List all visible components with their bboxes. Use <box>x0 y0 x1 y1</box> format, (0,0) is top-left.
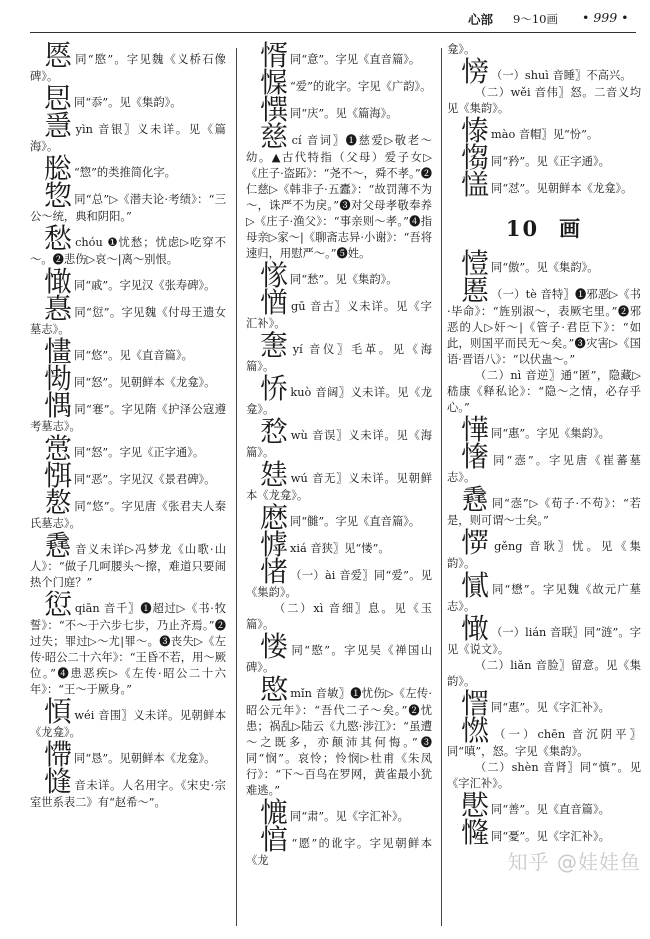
dictionary-entry <box>447 526 641 572</box>
definition-text: 同“寋”。字见隋《护泽公寇遵考墓志》。 <box>30 403 226 433</box>
headword: 㥧 <box>44 695 73 728</box>
headword: 㦌 <box>44 529 74 562</box>
definition-text: 同“恶”。字见汉《景君碑》。 <box>74 473 216 486</box>
definition-text: （一）shuì 音睡〗不高兴。 <box>491 69 632 82</box>
dictionary-entry <box>30 82 226 115</box>
headword: 㤙 <box>44 82 73 115</box>
headword: 㥩 <box>260 555 289 588</box>
dictionary-entry <box>30 695 226 741</box>
dictionary-entry <box>447 483 641 529</box>
definition-text: 同“矜”。见《正字通》。 <box>491 155 610 168</box>
headword: 㦑 <box>461 612 490 645</box>
headword: 㦔 <box>461 789 490 822</box>
headword: 㥫 <box>260 823 290 856</box>
headword: 㦍 <box>461 526 493 559</box>
headword: 㥠 <box>260 39 289 72</box>
sub-definition: （二）nì 音逆〗通“匿”，隐藏▷嵇康《释私论》：“隐～之情，必存乎心。” <box>447 369 641 414</box>
definition-text: gū 音古〗义未详。见《字汇补》。 <box>246 300 432 330</box>
section-number: 10 <box>505 216 540 241</box>
definition-text: wú 音无〗义未详。见朝鲜本《龙龛》。 <box>246 472 432 502</box>
sub-definition: （二）shèn 音肾〗同“慎”。见《字汇补》。 <box>447 761 641 790</box>
headword: 㦂 <box>44 432 73 465</box>
headword: 㥞 <box>260 259 289 292</box>
headword: 㥬 <box>461 55 490 88</box>
definition-text: wéi 音围〗义未详。见朝鲜本《龙龛》。 <box>30 709 226 739</box>
dictionary-entry <box>30 39 226 85</box>
dictionary-entry <box>246 528 432 561</box>
dictionary-entry <box>30 389 226 435</box>
headword: 㤼 <box>44 362 73 395</box>
headword: 㥣 <box>260 329 291 362</box>
definition-text: 同“悠”。字见唐《张君夫人秦氏墓志》。 <box>30 500 226 530</box>
dictionary-entry <box>246 286 432 332</box>
headword: 㦕 <box>461 816 490 849</box>
headword: 㦀 <box>44 765 73 798</box>
definition-text: 同“怼”。见朝鲜本《龙龛》。 <box>491 182 633 195</box>
definition-text: wù 音误〗义未详。见《海篇》。 <box>246 429 432 459</box>
headword: 㦉 <box>461 247 490 280</box>
column-3 <box>447 42 641 874</box>
headword: 㥯 <box>44 109 74 142</box>
definition-text: “愿”的讹字。字见朝鲜本《龙 <box>246 837 432 867</box>
dictionary-entry <box>30 459 226 492</box>
headword: 愍 <box>260 673 289 706</box>
dictionary-entry <box>246 501 432 534</box>
headword: 㦎 <box>44 335 73 368</box>
dictionary-entry <box>246 39 432 72</box>
dictionary-entry <box>246 823 432 869</box>
definition-text: qiān 音千〗❶超过▷《书·牧誓》：“不～于六步七步，乃止齐焉。”❷过失；罪过▷～尤|罪～。❸丧失▷《左传·昭公二十六年》：“王昏不若，用～厥位。”❹患恶疾▷《左传·昭公二十六年》：“王～于厥身。” <box>30 602 226 696</box>
definition-text: mǐn 音敏〗❶忧伤▷《左传·昭公元年》：“吾代二子～矣。”❷忧患；祸乱▷陆云《九愍·涉江》：“虽遭～之既多，亦颠沛其何悔。”❸同“悯”。哀怜；怜悯▷杜甫《朱凤行》：“下～百鸟在罗网，黄雀最小犹难逃。” <box>246 687 432 797</box>
dictionary-entry <box>246 555 432 601</box>
definition-text: 同“愍”。字见魏《义桥石像碑》。 <box>30 53 226 83</box>
headword: 㦌 <box>461 483 490 516</box>
dictionary-entry <box>246 630 432 676</box>
sub-definition: （二）wěi 音伟〗怒。二音义均见《集韵》。 <box>447 86 641 115</box>
definition-text: 同“愆”。字见魏《付母王遗女墓志》。 <box>30 306 226 336</box>
definition-text: 同“悫”▷《荀子·不苟》：“若是，则可谓～士矣。” <box>447 497 641 527</box>
column-divider <box>236 48 237 926</box>
headword: 㤭 <box>260 372 289 405</box>
definition-text: 龛》。 <box>447 43 476 56</box>
definition-text: yìn 音银〗义未详。见《篇海》。 <box>30 123 226 153</box>
definition-text: kuò 音阔〗义未详。见《龙龛》。 <box>246 386 432 416</box>
definition-text: xiá 音狭〗见“㥪”。 <box>290 542 390 555</box>
dictionary-entry <box>246 415 432 461</box>
headword: 㥢 <box>260 286 289 319</box>
dictionary-entry <box>246 120 432 262</box>
dictionary-entry <box>447 141 641 174</box>
definition-text: （一）tè 音特〗❶邪恶▷《书·毕命》：“旌别淑～，表厥宅里。”❷邪恶的人▷奸～|《管子·君臣下》：“如此，则国平而民无～矣。”❸灾害▷《国语·晋语八》：“以伏蛊～。” <box>447 288 641 366</box>
page-number: • 999 • <box>582 10 629 25</box>
definition-text: 同“悫”。字见唐《崔蕃墓志》。 <box>447 454 641 484</box>
definition-text: （一）ài 音爱〗同“爱”。见《集韵》。 <box>246 569 432 599</box>
definition-text: cí 音词〗❶慈爱▷敬老～幼。▲古代特指（父母）爱子女▷《庄子·盗跖》：“尧不～，舜不孝。”❷仁慈▷《韩非子·五蠹》：“故罚薄不为～，诛严不为戾。”❸对父母孝敬奉养▷《庄子·渔父》：“事亲则～孝。”❹指母亲▷家～|《聊斋志异·小谢》：“吾将速归，用慰严～。”❺姓。 <box>246 134 432 260</box>
definition-text: 同“忝”。见《集韵》。 <box>74 96 182 109</box>
definition-text: 同“悠”。见《直音篇》。 <box>74 349 193 362</box>
dictionary-entry <box>246 796 432 829</box>
dictionary-entry <box>30 362 226 395</box>
dictionary-entry <box>30 486 226 532</box>
definition-text: 同“懋”。字见魏《故元广墓志》。 <box>447 583 641 613</box>
headword: 㦐 <box>461 569 491 602</box>
dictionary-entry <box>30 738 226 771</box>
definition-text: 同“怒”。字见《正字通》。 <box>74 446 205 459</box>
definition-text: mào 音帽〗见“㤋”。 <box>491 128 599 141</box>
watermark: 知乎 @娃娃鱼 <box>507 850 641 874</box>
headword: 㥡 <box>260 66 289 99</box>
definition-text: “惣”的类推简化字。 <box>74 166 176 179</box>
headword: 慝 <box>461 274 490 307</box>
definition-text: chóu ❶忧愁；忧虑▷吃穿不～。❷悲伤▷哀～|离～别恨。 <box>30 236 226 266</box>
dictionary-entry <box>246 329 432 375</box>
dictionary-entry <box>30 588 226 698</box>
headword: 惣 <box>44 179 73 212</box>
definition-text: 同“愍”。字见吴《禅国山碑》。 <box>246 644 432 674</box>
dictionary-entry <box>30 765 226 811</box>
dictionary-entry <box>30 265 226 298</box>
dictionary-entry <box>246 259 432 292</box>
definition-text: 同“怒”。见朝鲜本《龙龛》。 <box>74 376 216 389</box>
headword: 㦑 <box>44 265 73 298</box>
headword: 㦏 <box>260 93 289 126</box>
dictionary-entry <box>30 179 226 225</box>
definition-text: 同“雠”。字见《直音篇》。 <box>290 515 421 528</box>
sub-definition: （二）liǎn 音脸〗留意。见《集韵》。 <box>447 659 641 688</box>
column-2 <box>246 39 432 869</box>
dictionary-entry <box>246 673 432 799</box>
column-1 <box>30 39 226 811</box>
headword: 㥿 <box>44 486 73 519</box>
headword: 㦓 <box>461 714 493 747</box>
dictionary-entry <box>447 569 641 615</box>
definition-text: gěng 音耿〗忧。见《集韵》。 <box>447 540 641 570</box>
headword: 㥪 <box>260 630 290 663</box>
dictionary-entry <box>246 93 432 126</box>
headword: 㦊 <box>461 413 490 446</box>
definition-text: 同“肃”。见《字汇补》。 <box>290 810 409 823</box>
page-header <box>30 6 636 33</box>
definition-text: 同“总”▷《潜夫论·考绩》：“三公～统，典和阴阳。” <box>30 193 226 223</box>
dictionary-entry <box>30 335 226 368</box>
dictionary-entry <box>246 66 432 99</box>
section-label: 画 <box>559 216 583 241</box>
headword: 㦋 <box>461 440 492 473</box>
dictionary-entry <box>447 168 641 201</box>
headword: 㥥 <box>44 389 73 422</box>
dictionary-entry <box>447 274 641 368</box>
definition-text: “爱”的讹字。字见《广韵》。 <box>290 80 432 93</box>
dictionary-entry <box>30 529 226 591</box>
column-divider <box>441 48 442 926</box>
dictionary-entry <box>447 816 641 849</box>
stroke-section-heading <box>447 216 641 242</box>
headword: 㥲 <box>44 292 73 325</box>
radical-section: 心部 <box>468 12 494 27</box>
definition-text: 音义未详▷冯梦龙《山歌·山人》：“做子几呵腰头～擦，难道只要闹热个门庭？” <box>30 543 226 589</box>
dictionary-entry <box>246 458 432 504</box>
headword: 㥤 <box>260 415 289 448</box>
dictionary-entry <box>30 109 226 155</box>
dictionary-entry <box>447 789 641 822</box>
dictionary-entry <box>447 114 641 147</box>
definition-text: 音未详。人名用字。《宋史·宗室世系表二》有“赵希～”。 <box>30 779 226 809</box>
definition-text: 同“庆”。见《篇海》。 <box>290 107 398 120</box>
headword: 㦄 <box>260 501 289 534</box>
headword: 㥨 <box>260 458 289 491</box>
dictionary-entry <box>447 440 641 486</box>
dictionary-entry <box>30 292 226 338</box>
headword: 㥮 <box>461 141 490 174</box>
dictionary-entry <box>30 432 226 465</box>
headword: 愁 <box>44 222 74 255</box>
dictionary-entry <box>447 55 641 88</box>
definition-text: （一）lián 音联〗同“涟”。字见《说文》。 <box>447 626 641 656</box>
definition-text: 同“愁”。见《集韵》。 <box>290 273 398 286</box>
dictionary-entry <box>447 247 641 280</box>
definition-text: 同“惠”。字见《集韵》。 <box>491 427 610 440</box>
dictionary-entry <box>246 372 432 418</box>
definition-text: 同“惠”。见《字汇补》。 <box>491 701 610 714</box>
sub-definition: （二）xì 音细〗息。见《玉篇》。 <box>246 602 432 631</box>
dictionary-entry <box>447 413 641 446</box>
definition-text: 同“善”。见《直音篇》。 <box>491 803 610 816</box>
headword: 愆 <box>44 588 73 621</box>
dictionary-entry <box>30 152 226 185</box>
headword: 㥝 <box>44 459 73 492</box>
headword: 㦆 <box>260 528 289 561</box>
headword: 㥦 <box>44 39 74 72</box>
headword: 㦅 <box>44 738 73 771</box>
dictionary-entry <box>447 714 641 760</box>
headword: 㦇 <box>260 796 289 829</box>
dictionary-entry <box>447 612 641 658</box>
definition-text: 同“憂”。见《字汇补》。 <box>491 830 610 843</box>
headword: 㦒 <box>461 687 490 720</box>
definition-text: 同“恳”。见朝鲜本《龙龛》。 <box>74 752 216 765</box>
definition-text: （一）chēn 音沉阴平〗同“嗔”，怒。字见《集韵》。 <box>447 728 641 758</box>
definition-text: 同“意”。字见《直音篇》。 <box>290 53 421 66</box>
dictionary-entry <box>447 687 641 720</box>
dictionary-entry <box>30 222 226 268</box>
headword: 㥖 <box>44 152 73 185</box>
definition-text: yí 音仪〗毛革。见《海篇》。 <box>246 343 432 373</box>
definition-text: 同“戚”。字见汉《张寿碑》。 <box>74 279 216 292</box>
headword: 慈 <box>260 120 290 153</box>
definition-text: 同“傲”。见《集韵》。 <box>491 261 599 274</box>
headword: 㥭 <box>461 114 490 147</box>
headword: 㦈 <box>461 168 490 201</box>
stroke-range: 9～10画 <box>513 12 558 26</box>
